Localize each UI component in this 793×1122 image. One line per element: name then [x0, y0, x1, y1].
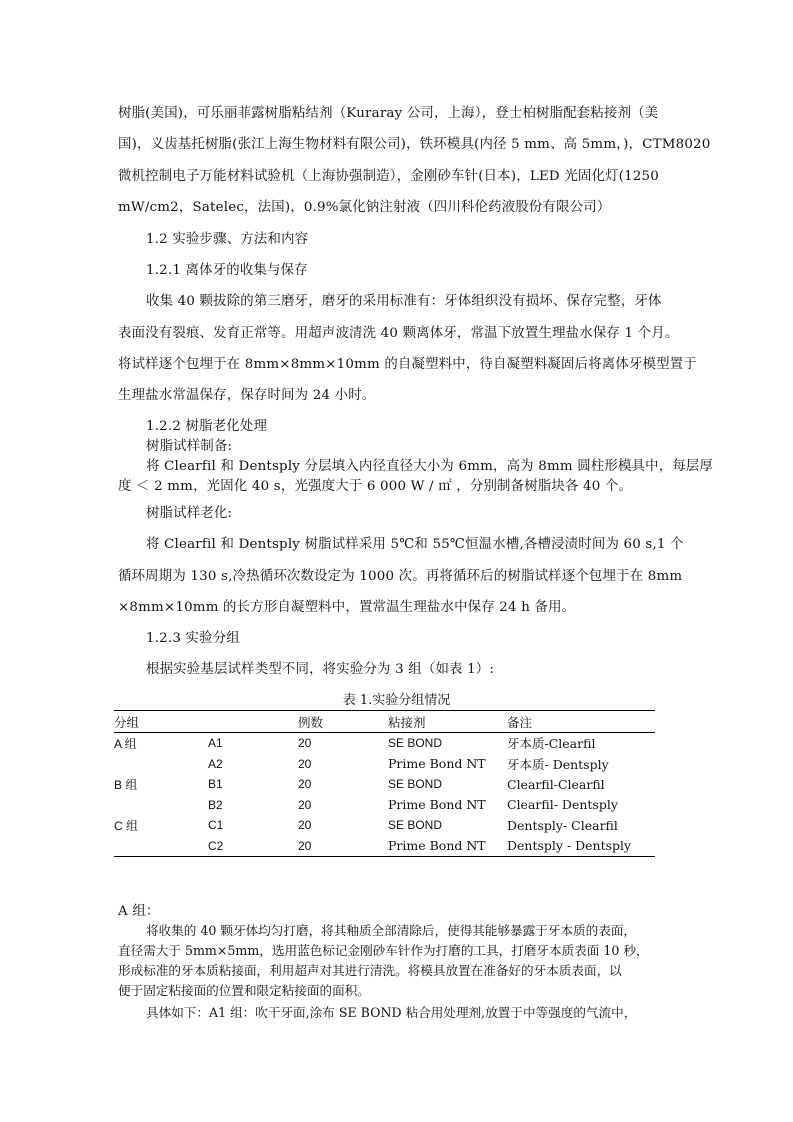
- table-cell: C 组: [114, 818, 139, 833]
- section-heading: 1.2.1 离体牙的收集与保存: [146, 263, 308, 278]
- header-cell: 粘接剂: [388, 711, 507, 733]
- group-label: A 组：: [118, 904, 160, 919]
- table-cell: A1: [208, 736, 223, 751]
- header-cell: 备注: [507, 711, 655, 733]
- text-line: 国)，义齿基托树脂(张江上海生物材料有限公司)，铁环模具(内径 5 mm、高 5mm，)，CTM8020: [118, 137, 711, 152]
- table-cell: 20: [298, 818, 312, 833]
- text-line: 生理盐水常温保存，保存时间为 24 小时。: [118, 388, 376, 403]
- table-cell: 牙本质-Clearfil: [507, 736, 596, 752]
- table-row: [114, 754, 655, 775]
- text-line: 具体如下：A1 组：吹干牙面,涂布 SE BOND 粘合用处理剂,放置于中等强度的气流中，: [146, 1005, 637, 1020]
- table-cell: SE BOND: [388, 777, 443, 792]
- text-line: 微机控制电子万能材料试验机（上海协强制造），金刚砂车针(日本)，LED 光固化灯(1250: [118, 169, 659, 184]
- text-line: 直径需大于 5mm×5mm，选用蓝色标记金刚砂车针作为打磨的工具，打磨牙本质表面 10 秒，: [118, 943, 649, 958]
- table-cell: Dentsply- Clearfil: [507, 817, 618, 833]
- section-heading: 1.2 实验步骤、方法和内容: [146, 232, 309, 247]
- table-cell: A 组: [114, 736, 137, 751]
- table-cell: [114, 754, 208, 775]
- table-cell: 牙本质- Dentsply: [507, 756, 609, 772]
- header-cell: 分组: [114, 711, 208, 733]
- text-line: 循环周期为 130 s,冷热循环次数设定为 1000 次。再将循环后的树脂试样逐个包埋于在 8mm: [118, 569, 683, 584]
- table-cell: 20: [298, 736, 312, 751]
- table-row: [114, 795, 655, 816]
- section-heading: 1.2.3 实验分组: [146, 631, 240, 646]
- text-line: 将试样逐个包埋于在 8mm×8mm×10mm 的自凝塑料中，待自凝塑料凝固后将离体牙模型置于: [118, 357, 697, 372]
- table-cell: B 组: [114, 777, 138, 792]
- text-line: 树脂试样老化:: [146, 506, 233, 521]
- table-cell: Prime Bond NT: [388, 836, 507, 857]
- text-line: 将 Clearfil 和 Dentsply 分层填入内径直径大小为 6mm，高为 8mm 圆柱形模具中，每层厚: [146, 459, 714, 474]
- table-cell: B1: [208, 777, 223, 792]
- text-line: 便于固定粘接面的位置和限定粘接面的面积。: [118, 983, 370, 998]
- text-line: 将 Clearfil 和 Dentsply 树脂试样采用 5℃和 55℃恒温水槽,各槽浸渍时间为 60 s,1 个: [146, 537, 684, 552]
- header-cell: 例数: [298, 711, 388, 733]
- table-row: [114, 774, 655, 795]
- text-line: ×8mm×10mm 的长方形自凝塑料中，置常温生理盐水中保存 24 h 备用。: [118, 600, 576, 615]
- table-cell: C2: [208, 836, 298, 857]
- table-cell: B2: [208, 797, 223, 812]
- header-cell: [208, 711, 298, 733]
- text-line: 形成标准的牙本质粘接面，利用超声对其进行清洗。将模具放置在准备好的牙本质表面，以: [118, 963, 622, 978]
- table-cell: Prime Bond NT: [388, 756, 486, 772]
- text-line: 根据实验基层试样类型不同，将实验分为 3 组（如表 1）:: [146, 662, 495, 677]
- text-line: 收集 40 颗拔除的第三磨牙，磨牙的采用标准有：牙体组织没有损坏、保存完整，牙体: [146, 294, 662, 309]
- section-heading: 1.2.2 树脂老化处理: [146, 419, 268, 434]
- table-row: [114, 733, 655, 754]
- text-line: 表面没有裂痕、发育正常等。用超声波清洗 40 颗离体牙，常温下放置生理盐水保存 1 个月。: [118, 326, 679, 341]
- text-line: 树脂(美国)，可乐丽菲露树脂粘结剂（Kuraray 公司，上海），登士柏树脂配套粘接剂（美: [118, 106, 659, 121]
- text-line: 树脂试样制备:: [146, 439, 233, 454]
- table-cell: [114, 795, 208, 816]
- table-cell: Dentsply - Dentsply: [507, 836, 655, 857]
- table-cell: SE BOND: [388, 818, 443, 833]
- table-cell: Clearfil- Dentsply: [507, 797, 618, 813]
- table-cell: 20: [298, 777, 312, 792]
- table-cell: SE BOND: [388, 736, 443, 751]
- table-row: [114, 836, 655, 857]
- table-cell: Clearfil-Clearfil: [507, 776, 605, 792]
- table-cell: 20: [298, 836, 388, 857]
- table-cell: 20: [298, 797, 312, 812]
- table-cell: [114, 836, 208, 857]
- text-line: mW/cm2，Satelec，法国)，0.9%氯化钠注射液（四川科伦药液股份有限公司）: [118, 200, 611, 215]
- text-line: 将收集的 40 颗牙体均匀打磨，将其釉质全部清除后，使得其能够暴露于牙本质的表面，: [146, 923, 637, 938]
- text-line: 度 ＜ 2 mm，光固化 40 s，光强度大于 6 000 W / ㎡ ，分别制备树脂块各 40 个。: [118, 479, 633, 494]
- table-cell: A2: [208, 756, 223, 771]
- table-header-row: [114, 711, 655, 733]
- table-cell: 20: [298, 756, 312, 771]
- table-cell: Prime Bond NT: [388, 797, 486, 813]
- table-row: [114, 815, 655, 836]
- table-caption: 表 1.实验分组情况: [342, 693, 451, 708]
- table-cell: C1: [208, 818, 224, 833]
- experiment-group-table: [114, 710, 655, 857]
